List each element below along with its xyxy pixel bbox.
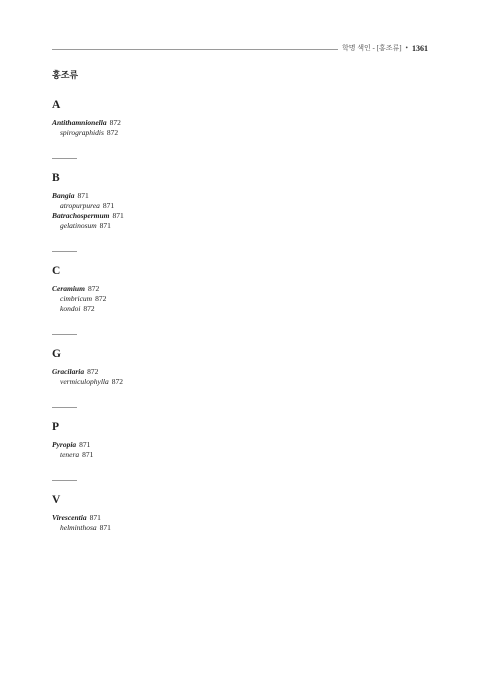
index-group-a — [52, 98, 432, 159]
species-name: tenera — [60, 450, 80, 459]
species-entry — [52, 377, 432, 387]
page-reference: 872 — [111, 377, 123, 386]
species-entry — [52, 201, 432, 211]
index-letter: B — [52, 172, 60, 184]
genus-name: Virescentia — [52, 513, 87, 522]
index-letter: G — [52, 348, 61, 360]
bullet-icon: • — [405, 44, 408, 52]
index-letter: A — [52, 99, 61, 111]
index-letter: V — [52, 494, 61, 506]
species-index — [52, 98, 432, 533]
group-divider — [52, 407, 77, 408]
header-rule — [52, 49, 338, 50]
species-name: atropurpurea — [60, 201, 100, 210]
page-reference: 871 — [99, 221, 111, 230]
genus-entry — [52, 440, 432, 450]
genus-entry — [52, 191, 432, 201]
group-divider — [52, 480, 77, 481]
species-name: helminthosa — [60, 523, 97, 532]
page-reference: 872 — [109, 118, 121, 127]
index-entries — [52, 513, 432, 533]
species-name: gelatinosum — [60, 221, 97, 230]
genus-name: Bangia — [52, 191, 75, 200]
index-group-v — [52, 493, 432, 533]
index-letter: C — [52, 265, 61, 277]
page-reference: 872 — [106, 128, 119, 137]
page-number: 1361 — [412, 43, 428, 53]
index-entries — [52, 284, 432, 314]
page-reference: 871 — [82, 450, 94, 459]
group-divider — [52, 158, 77, 159]
genus-name: Pyropia — [52, 440, 77, 449]
genus-entry — [52, 211, 432, 221]
species-name: kondoi — [60, 304, 81, 313]
index-group-g — [52, 347, 432, 408]
species-entry — [52, 294, 432, 304]
species-name: cimbricum — [60, 294, 93, 303]
group-divider — [52, 251, 77, 252]
index-entries — [52, 440, 432, 460]
genus-name: Gracilaria — [52, 367, 85, 376]
page-reference: 871 — [77, 191, 89, 200]
running-header — [342, 43, 428, 53]
section-title: 홍조류 — [52, 70, 79, 80]
genus-entry — [52, 513, 432, 523]
index-group-c — [52, 264, 432, 335]
genus-name: Ceramium — [52, 284, 85, 293]
page-reference: 872 — [83, 304, 95, 313]
species-entry — [52, 221, 432, 231]
page-reference: 871 — [112, 211, 124, 220]
index-entries — [52, 367, 432, 387]
species-entry — [52, 128, 432, 138]
page-reference: 871 — [102, 201, 115, 210]
genus-entry — [52, 284, 432, 294]
species-entry — [52, 523, 432, 533]
index-entries — [52, 118, 432, 138]
species-name: vermiculophylla — [60, 377, 109, 386]
genus-name: Batrachospermum — [52, 211, 110, 220]
group-divider — [52, 334, 77, 335]
species-entry — [52, 304, 432, 314]
genus-entry — [52, 118, 432, 128]
index-entries — [52, 191, 432, 231]
page-reference: 871 — [89, 513, 101, 522]
index-letter: P — [52, 421, 60, 433]
species-entry — [52, 450, 432, 460]
page-reference: 872 — [87, 367, 99, 376]
index-group-b — [52, 171, 432, 252]
genus-name: Antithamnionella — [52, 118, 107, 127]
page-reference: 872 — [87, 284, 100, 293]
running-title: 학명 색인 - [홍조류] — [341, 44, 402, 52]
genus-entry — [52, 367, 432, 377]
species-name: spirographidis — [60, 128, 104, 137]
page-reference: 872 — [95, 294, 107, 303]
page-reference: 871 — [79, 440, 91, 449]
page-reference: 871 — [99, 523, 111, 532]
index-group-p — [52, 420, 432, 481]
